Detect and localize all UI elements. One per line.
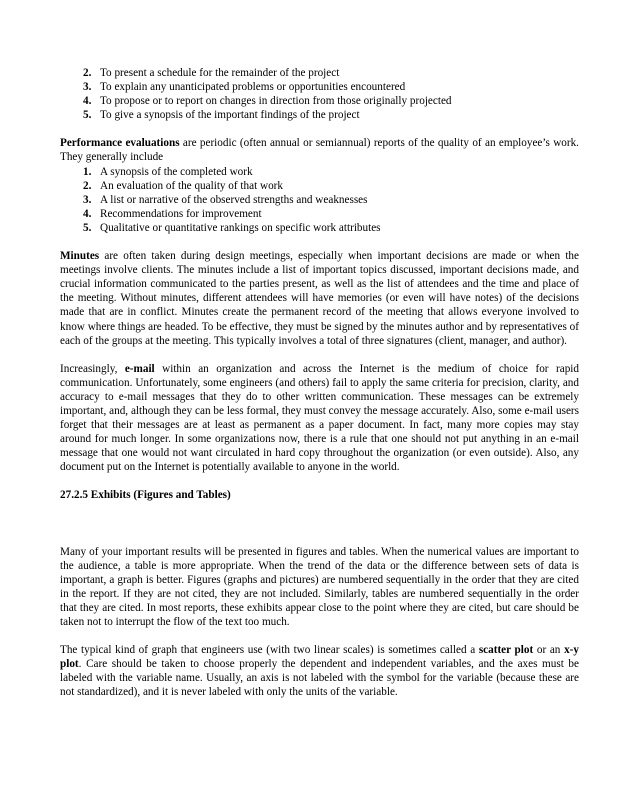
list-item: [60, 193, 579, 207]
list-number: 4.: [83, 95, 92, 108]
list-text: Recommendations for improvement: [100, 207, 262, 220]
scatter-plot-term: scatter plot: [478, 644, 534, 657]
list-text: A synopsis of the completed work: [100, 165, 253, 178]
list-number: 1.: [83, 165, 92, 178]
list-number: 3.: [83, 193, 92, 206]
email-paragraph: [60, 362, 579, 475]
list-text: To explain any unanticipated problems or opportunities encountered: [100, 81, 406, 94]
list-number: 5.: [83, 221, 92, 234]
list-item: [60, 179, 579, 193]
graph-paragraph: [60, 643, 579, 699]
list-number: 2.: [83, 67, 92, 79]
list-text: Qualitative or quantitative rankings on specific work attributes: [100, 221, 381, 234]
list-number: 4.: [83, 207, 92, 220]
list-number: 2.: [83, 179, 92, 192]
list-number: 5.: [83, 109, 92, 122]
list-item: [60, 207, 579, 221]
list-text: To present a schedule for the remainder of the project: [100, 67, 340, 79]
performance-list: [60, 165, 579, 235]
list-text: A list or narrative of the observed strengths and weaknesses: [100, 193, 368, 206]
graph-text-2: or an: [533, 644, 565, 657]
minutes-paragraph: [60, 249, 579, 348]
list-item: [60, 66, 579, 80]
email-text-before: Increasingly,: [60, 362, 125, 375]
list-text: To propose or to report on changes in direction from those originally projected: [100, 95, 452, 108]
minutes-term: Minutes: [60, 250, 100, 263]
list-item: [60, 221, 579, 235]
section-heading: 27.2.5 Exhibits (Figures and Tables): [60, 489, 231, 502]
performance-evaluations-paragraph: [60, 136, 579, 164]
performance-text: are periodic (often annual or semiannual) reports of the quality of an employee’s work. They generally include: [60, 137, 579, 164]
list-number: 3.: [83, 81, 92, 94]
document-page: [60, 66, 579, 699]
email-text-after: within an organization and across the Internet is the medium of choice for rapid communication. Unfortunately, some engineers (and others) fail to apply the same criteria for precision, clarity, and accuracy to e-mail messages that they do to other written communication. These messages can be extremely important, and, although they can be less formal, they must convey the message accurately. Also, some e-mail users forget that their messages are at least as permanent as a paper document. In fact, many more copies may stay around for much longer. In some organizations now, there is a rule that one should not put anything in an e-mail message that one would not want circulated in hard copy throughout the organization (or even outside). Also, any document put on the Internet is potentially available to anyone in the world.: [60, 362, 579, 474]
objectives-list: [60, 66, 579, 122]
list-item: [60, 108, 579, 122]
exhibits-paragraph: Many of your important results will be presented in figures and tables. When the numerical values are important to the audience, a table is more appropriate. When the trend of the data or the difference between sets of data is important, a graph is better. Figures (graphs and pictures) are numbered sequentially in the order that they are cited in the report. If they are not cited, they are not included. Similarly, tables are numbered sequentially in the order that they are cited. In most reports, these exhibits appear close to the point where they are cited, but care should be taken not to interrupt the flow of the text too much.: [60, 545, 579, 628]
xy-plot-term: x-y plot: [60, 644, 579, 671]
list-text: To give a synopsis of the important findings of the project: [100, 109, 360, 122]
graph-text-3: . Care should be taken to choose properly the dependent and independent variables, and the axes must be labeled with the variable name. Usually, an axis is not labeled with the symbol for the variable (because these are not standardized), and it is never labeled with only the units of the variable.: [60, 658, 579, 699]
minutes-text: are often taken during design meetings, especially when important decisions are made or when the meetings involve clients. The minutes include a list of important topics discussed, important decisions made, and crucial information communicated to the parties present, as well as the list of attendees and the time and place of the meeting. Without minutes, different attendees will have memories (or even will have notes) of the decisions made that are in conflict. Minutes create the permanent record of the meeting that allows everyone involved to know where things are headed. To be effective, they must be signed by the minutes author and by representatives of each of the groups at the meeting. This typically involves a total of three signatures (client, manager, and author).: [60, 250, 579, 347]
list-item: [60, 94, 579, 108]
list-item: [60, 165, 579, 179]
performance-term: Performance evaluations: [60, 137, 180, 150]
list-text: An evaluation of the quality of that work: [100, 179, 283, 192]
email-term: e-mail: [124, 362, 155, 375]
graph-text-1: The typical kind of graph that engineers use (with two linear scales) is sometimes called a: [60, 644, 479, 657]
list-item: [60, 80, 579, 94]
